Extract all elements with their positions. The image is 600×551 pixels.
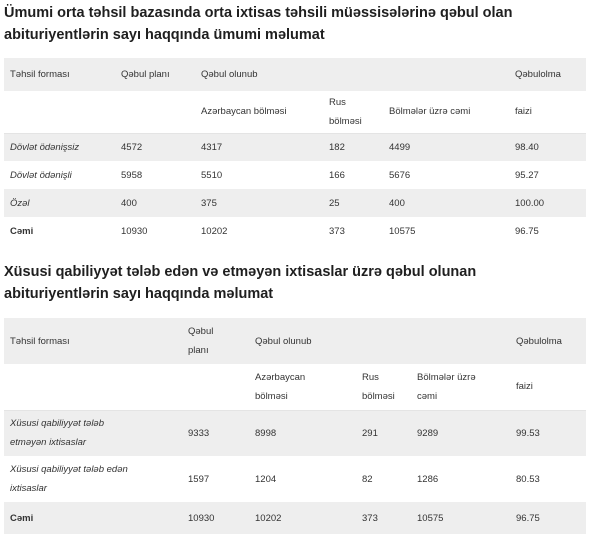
header-total: Bölmələr üzrə cəmi [383,91,509,133]
admission-summary-table [4,58,586,245]
section1-title [4,2,584,46]
section1-title-line2: abituriyentlərin sayı haqqında ümumi məlumat [4,27,325,43]
header-rate: Qəbulolma [510,318,586,364]
header-rate-2: faizi [510,364,586,410]
section1-title-line1: Ümumi orta təhsil bazasında orta ixtisas təhsili müəssisələrinə qəbul olan [4,5,513,21]
special-ability-table [4,318,586,534]
header-admitted: Qəbul olunub [195,58,323,91]
header-az: Azərbaycan bölməsi [195,91,323,133]
section2-title-line1: Xüsusi qabiliyyət tələb edən və etməyən ixtisaslar üzrə qəbul olunan [4,264,477,280]
header-form: Təhsil forması [4,318,182,364]
section2-title [4,261,584,305]
table-row: Xüsusi qabiliyyət tələb etməyən ixtisaslar 9333 8998 291 9289 99.53 [4,410,586,456]
header-az: Azərbaycan bölməsi [249,364,356,410]
table-row: Dövlət ödənişli 5958 5510 166 5676 95.27 [10,169,539,181]
table-row: Özəl 400 375 25 400 100.00 [4,189,586,217]
table-total-row: Cəmi 10930 10202 373 10575 96.75 [10,225,539,237]
header-form: Təhsil forması [4,58,115,91]
header-rate-2: faizi [509,91,586,133]
table-row: Xüsusi qabiliyyət tələb edən ixtisaslar 1597 1204 82 1286 80.53 [10,464,540,494]
table-subheader-row [4,91,586,133]
header-ru: Rus bölməsi [323,91,383,133]
header-rate: Qəbulolma [509,58,586,91]
header-admitted: Qəbul olunub [249,318,356,364]
table-total-row: Cəmi 10930 10202 373 10575 96.75 [4,502,586,534]
header-plan: Qəbul planı [115,58,195,91]
section2-title-line2: abituriyentlərin sayı haqqında məlumat [4,286,274,302]
table-header-row [4,58,586,91]
table-header-row [4,318,586,364]
table-row: Dövlət ödənişsiz 4572 4317 182 4499 98.40 [4,133,586,161]
header-total: Bölmələr üzrə cəmi [411,364,510,410]
header-ru: Rus bölməsi [356,364,411,410]
table-subheader-row [4,364,586,410]
header-plan: Qəbul planı [182,318,249,364]
